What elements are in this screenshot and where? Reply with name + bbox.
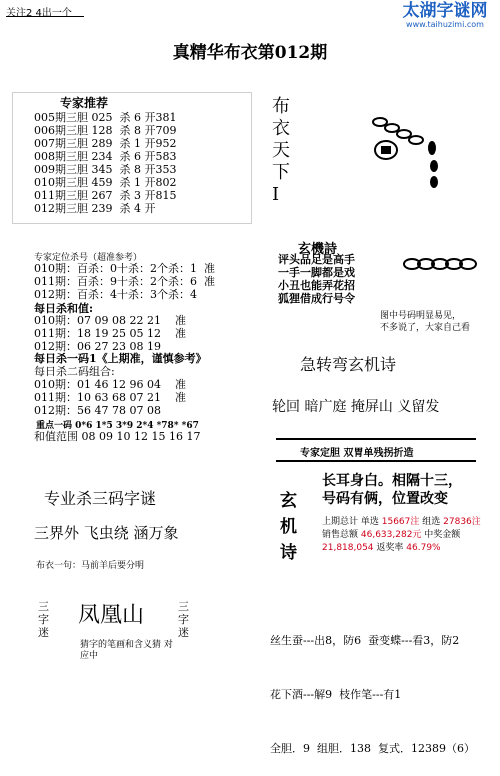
xuanji-title: 玄機詩 bbox=[298, 242, 338, 257]
budyi-vertical bbox=[272, 96, 290, 206]
stat-row-3 bbox=[322, 540, 441, 553]
list-item: 010期三胆 459 杀 1 开802 bbox=[34, 176, 177, 189]
expert2-vertical bbox=[280, 488, 297, 566]
vertical-char: 诗 bbox=[280, 543, 297, 563]
list-item: 005期三胆 025 杀 6 开381 bbox=[34, 111, 177, 124]
vertical-char: 下 bbox=[272, 162, 290, 183]
urgent-line: 轮回 暗广庭 掩屏山 义留发 bbox=[272, 399, 440, 415]
header-underline bbox=[6, 16, 84, 17]
label-right: 三字迷 bbox=[178, 600, 189, 639]
poem-line: 狐狸借成行号令 bbox=[278, 292, 355, 305]
expert2-poem bbox=[322, 472, 462, 508]
stat-row-2 bbox=[322, 527, 460, 540]
daily-list bbox=[34, 314, 186, 353]
daily-title: 每日杀和值: bbox=[34, 302, 94, 315]
chain-illustration bbox=[396, 250, 482, 284]
one-code-title: 每日杀一码1《上期准，谨慎参考》 bbox=[34, 352, 207, 365]
vertical-char: 衣 bbox=[272, 118, 290, 139]
coin-chain-illustration bbox=[360, 108, 450, 194]
site-logo[interactable] bbox=[396, 2, 494, 32]
main-title: 真精华布衣第012期 bbox=[172, 43, 328, 63]
list-item: 010期：07 09 08 22 21 准 bbox=[34, 314, 186, 327]
list-item: 010期：百杀：0十杀：2个杀：1 准 bbox=[34, 262, 215, 275]
stat-label: 上期总计 单选 bbox=[322, 517, 379, 527]
stat-value: 27836注 bbox=[443, 517, 481, 527]
stat-label: 组选 bbox=[422, 517, 441, 527]
list-item: 007期三胆 289 杀 1 开952 bbox=[34, 137, 177, 150]
xuanji-note1: 图中号码明显易见， bbox=[380, 311, 462, 321]
stat-value: 46.79% bbox=[406, 543, 441, 553]
vertical-char: 天 bbox=[272, 140, 290, 161]
vertical-char: I bbox=[272, 184, 280, 205]
list-item: 011期三胆 267 杀 3 开815 bbox=[34, 189, 177, 202]
bottom-lines bbox=[270, 596, 475, 776]
poem-line: 长耳身白。相隔十三， bbox=[322, 473, 462, 489]
logo-url: www.taihuzimi.com bbox=[406, 20, 484, 29]
list-item: 011期：10 63 68 07 21 准 bbox=[34, 391, 186, 404]
list-item: 012期三胆 239 杀 4 开 bbox=[34, 202, 156, 215]
kill-list bbox=[34, 262, 215, 301]
riddle-note: 猜字的笔画和含义猜 对应中 bbox=[80, 640, 173, 661]
vertical-char: 机 bbox=[280, 517, 297, 537]
expert-list bbox=[34, 111, 176, 215]
poem-line: 号码有俩，位置改变 bbox=[322, 491, 448, 507]
bottom-line: 花下酒---解9 枝作笔---有1 bbox=[270, 688, 402, 701]
bottom-line: 丝生蚕---出8，防6 蚕变蝶---看3，防2 bbox=[270, 634, 460, 647]
kill-header: 专家定位杀号（超准参考） bbox=[34, 253, 143, 263]
urgent-title: 急转弯玄机诗 bbox=[300, 355, 397, 374]
stat-value: 21,818,054 bbox=[322, 543, 374, 553]
stat-label: 返奖率 bbox=[376, 543, 404, 553]
list-item: 009期三胆 345 杀 8 开353 bbox=[34, 163, 177, 176]
follow-text: 关注2 4出一个 bbox=[6, 8, 72, 19]
xuanji-poem bbox=[278, 253, 355, 305]
three-line: 三界外 飞虫绕 涵万象 bbox=[34, 524, 179, 542]
list-item: 012期：百杀：4十杀：3个杀：4 bbox=[34, 288, 197, 301]
stat-value: 46,633,282元 bbox=[360, 530, 422, 540]
vertical-char: 布 bbox=[272, 96, 290, 117]
list-item: 012期：06 27 23 08 19 bbox=[34, 340, 161, 353]
vertical-char: 玄 bbox=[280, 491, 297, 511]
expert-title: 专家推荐 bbox=[60, 96, 109, 110]
group-list bbox=[34, 378, 186, 417]
list-item: 012期：56 47 78 07 08 bbox=[34, 404, 161, 417]
list-item: 010期：01 46 12 96 04 准 bbox=[34, 378, 186, 391]
stat-value: 15667注 bbox=[381, 517, 420, 527]
list-item: 011期：18 19 25 05 12 准 bbox=[34, 327, 186, 340]
xuanji-note2: 不多说了，大家自己看 bbox=[380, 323, 471, 333]
list-item: 008期三胆 234 杀 6 开583 bbox=[34, 150, 177, 163]
poem-line: 一手一脚都是戏 bbox=[278, 266, 355, 279]
stat-label: 中奖金额 bbox=[424, 530, 461, 540]
list-item: 006期三胆 128 杀 8 开709 bbox=[34, 124, 177, 137]
group-title: 每日杀二码组合: bbox=[34, 365, 115, 378]
three-title: 专业杀三码字谜 bbox=[44, 489, 157, 508]
poem-line: 小丑也能弄花招 bbox=[278, 279, 355, 292]
center-riddle: 凤凰山 bbox=[78, 603, 145, 628]
range-line: 和值范围 08 09 10 12 15 16 17 bbox=[34, 430, 201, 443]
cloth-line: 布衣一句：马前羊后要分明 bbox=[36, 561, 145, 571]
stat-label: 销售总额 bbox=[322, 530, 359, 540]
logo-text: 太湖字谜网 bbox=[402, 1, 488, 21]
list-item: 011期：百杀：9十杀：2个杀：6 准 bbox=[34, 275, 215, 288]
poem-line: 评头品足是高手 bbox=[278, 253, 355, 266]
divider bbox=[276, 438, 476, 440]
bottom-line: 全胆．9 组胆．138 复式．12389（6） bbox=[270, 742, 475, 755]
stat-row-1 bbox=[322, 514, 481, 527]
label-left: 三字迷 bbox=[38, 600, 49, 639]
key-line: 重点一码 0*6 1*5 3*9 2*4 *78* *67 bbox=[36, 421, 199, 431]
expert2-title: 专家定胆 双胃单残拐折造 bbox=[300, 448, 414, 459]
divider bbox=[276, 460, 476, 462]
